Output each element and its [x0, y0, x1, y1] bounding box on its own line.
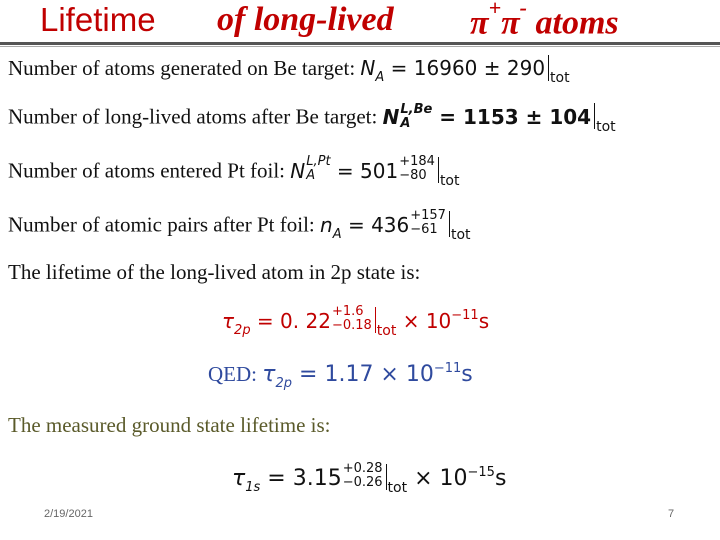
line-entered-pt-foil: [8, 154, 460, 189]
line1-var: N: [360, 56, 376, 80]
title-pi-minus: π: [501, 4, 520, 42]
line2-text: Number of long-lived atoms after Be target:: [8, 104, 378, 129]
line4-eq: = 436: [341, 212, 410, 237]
qed-unit: s: [461, 362, 473, 387]
tau1s-times: × 10: [407, 466, 468, 491]
title-atoms: atoms: [535, 4, 619, 42]
line2-var: N: [382, 104, 400, 129]
line3-text: Number of atoms entered Pt foil:: [8, 158, 286, 183]
line1-bar: [548, 55, 549, 81]
qed-exp: −11: [433, 361, 462, 376]
title-long-lived: of long-lived: [217, 1, 394, 38]
line-long-lived-after-be: [8, 102, 616, 135]
line3-bar: [438, 157, 439, 183]
title-pi-plus: π: [470, 4, 489, 42]
qed-var: τ: [262, 362, 276, 387]
tau2p-sub: 2p: [234, 322, 251, 338]
tau2p-exp: −11: [451, 307, 479, 323]
qed-math: [262, 361, 473, 391]
tau2p-bar: [375, 307, 376, 333]
line4-text: Number of atomic pairs after Pt foil:: [8, 212, 315, 237]
tau1s-var: τ: [232, 466, 246, 491]
footer-date: 2/19/2021: [44, 508, 93, 520]
line4-errors: [410, 209, 446, 237]
tau1s-tot: tot: [387, 480, 408, 496]
line2-eq: = 1153 ± 104: [432, 104, 592, 129]
line2-supsub: [400, 103, 432, 131]
line1-formula: [360, 56, 570, 86]
line-lifetime-2p: The lifetime of the long-lived atom in 2p state is:: [8, 260, 421, 284]
tau2p-up: +1.6: [331, 304, 364, 319]
line1-eq: = 16960 ± 290: [384, 56, 546, 80]
tau1s-down: −0.26: [342, 475, 383, 490]
tau1s-sub: 1s: [245, 480, 261, 495]
line3-errors: [399, 155, 435, 183]
tau1s-errors: [343, 462, 383, 490]
title-divider: [0, 42, 720, 45]
title-divider-thin: [0, 46, 720, 47]
tau1s-eq: = 3.15: [260, 466, 342, 491]
line3-var: N: [290, 158, 306, 183]
tau2p-eq: = 0. 22: [250, 308, 331, 333]
tau1s-unit: s: [494, 466, 507, 491]
line-ground-state: The measured ground state lifetime is:: [8, 413, 331, 437]
line-atoms-generated: [8, 56, 570, 86]
tau1s-up: +0.28: [342, 461, 383, 476]
title-minus-sign: -: [519, 0, 527, 20]
line2-sub: A: [400, 116, 411, 131]
tau2p-tot: tot: [376, 322, 397, 339]
line-atomic-pairs: [8, 208, 471, 243]
line4-tot: tot: [450, 226, 471, 243]
line3-up: +184: [399, 154, 435, 169]
line2-bar: [594, 103, 595, 129]
line3-tot: tot: [439, 172, 460, 189]
title-pion-atoms: [470, 1, 619, 42]
line2-sup: L,Be: [400, 102, 433, 117]
line4-formula: [320, 208, 471, 243]
tau2p-errors: [332, 305, 372, 333]
line3-sup: L,Pt: [306, 154, 331, 169]
tau2p-var: τ: [222, 308, 235, 333]
line2-tot: tot: [596, 118, 616, 135]
line4-up: +157: [410, 208, 446, 223]
title-plus-sign: +: [488, 0, 502, 20]
qed-line: [208, 361, 473, 391]
tau2p-times: × 10: [396, 308, 452, 333]
qed-eq: = 1.17 × 10: [292, 362, 434, 387]
title-lifetime: Lifetime: [40, 1, 156, 38]
line2-formula: [382, 102, 616, 135]
line4-down: −61: [410, 222, 438, 237]
line4-bar: [449, 211, 450, 237]
tau2p-unit: s: [478, 308, 490, 333]
line3-formula: [290, 154, 460, 189]
tau1s-formula: [232, 461, 507, 496]
line3-sub: A: [306, 168, 316, 183]
qed-label: QED:: [208, 362, 257, 386]
tau2p-math: [222, 304, 490, 339]
line4-var: n: [320, 212, 333, 237]
line4-sub: A: [332, 226, 342, 242]
qed-sub: 2p: [275, 376, 293, 391]
line1-text: Number of atoms generated on Be target:: [8, 56, 356, 80]
line3-down: −80: [399, 168, 427, 183]
tau2p-formula: [222, 304, 490, 339]
tau2p-down: −0.18: [331, 318, 372, 333]
line1-sub: A: [375, 70, 385, 85]
tau1s-exp: −15: [467, 465, 495, 480]
line1-tot: tot: [550, 70, 570, 86]
tau1s-math: [232, 461, 507, 496]
tau1s-bar: [386, 464, 387, 490]
line3-supsub: [306, 155, 330, 183]
page-number: 7: [668, 508, 675, 520]
line3-eq: = 501: [330, 158, 399, 183]
